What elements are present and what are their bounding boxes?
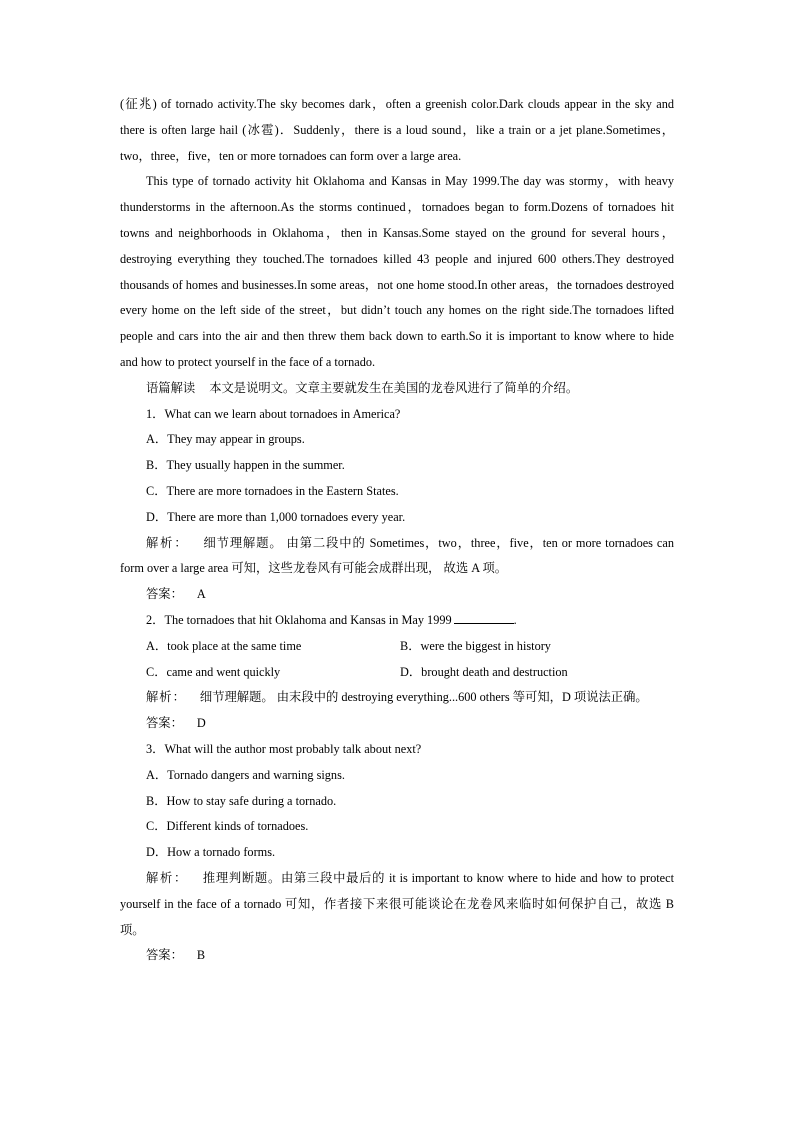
answer-label: 答案： <box>146 948 183 963</box>
question-1 <box>120 402 674 608</box>
question-3-option-c: C．Different kinds of tornadoes. <box>146 819 309 834</box>
question-1-analysis <box>120 531 674 583</box>
question-3-option-a: A．Tornado dangers and warning signs. <box>146 767 345 782</box>
reading-summary <box>120 376 674 402</box>
question-2-option-b: B．were the biggest in history <box>400 638 551 653</box>
answer-value: D <box>196 716 206 731</box>
passage-paragraph-1: (征兆) of tornado activity.The sky becomes dark，often a greenish color.Dark clouds appear in the sky and there is often large hail (冰雹)．Suddenly，there is a loud sound，like a train or a jet plane.Sometimes，two，three，five，ten or more tornadoes can form over a large area. <box>120 97 674 163</box>
reading-summary-text: 本文是说明文。文章主要就发生在美国的龙卷风进行了简单的介绍。 <box>209 380 579 395</box>
analysis-text: 细节理解题。 由第二段中的 Sometimes，two，three，five，ten or more tornadoes can form over a large area 可知，这些龙卷风有可能会成群出现， 故选 A 项。 <box>120 535 674 576</box>
question-2-options-row-1 <box>120 634 674 660</box>
question-1-stem: 1．What can we learn about tornadoes in America? <box>146 406 401 421</box>
analysis-text: 细节理解题。 由末段中的 destroying everything...600 others 等可知，D 项说法正确。 <box>199 690 648 705</box>
document-body <box>120 92 674 969</box>
analysis-label: 解析： <box>146 690 186 705</box>
question-2-analysis <box>120 685 674 711</box>
question-3-option-d: D．How a tornado forms. <box>146 845 276 860</box>
question-1-option-c: C．There are more tornadoes in the Eastern States. <box>146 483 399 498</box>
question-2-stem <box>120 608 674 634</box>
question-2-stem-text: 2．The tornadoes that hit Oklahoma and Kansas in May 1999 <box>146 612 452 627</box>
question-3-stem: 3．What will the author most probably talk about next? <box>146 741 422 756</box>
answer-value: A <box>196 587 206 602</box>
question-2-option-a: A．took place at the same time <box>146 638 302 653</box>
question-2-options-row-2 <box>120 660 674 686</box>
question-2-stem-end: . <box>513 612 517 627</box>
answer-label: 答案： <box>146 716 183 731</box>
question-1-option-d: D．There are more than 1,000 tornadoes every year. <box>146 509 406 524</box>
passage-paragraph-2: This type of tornado activity hit Oklahoma and Kansas in May 1999.The day was stormy，with heavy thunderstorms in the afternoon.As the storms continued，tornadoes began to form.Dozens of tornadoes hit towns and neighborhoods in Oklahoma，then in Kansas.Some stayed on the ground for several hours，destroying everything they touched.The tornadoes killed 43 people and injured 600 others.They destroyed thousands of homes and businesses.In some areas，not one home stood.In other areas，the tornadoes destroyed every home on the left side of the street，but didn’t touch any homes on the right side.The tornadoes lifted people and cars into the air and then threw them back down to earth.So it is important to know where to hide and how to protect yourself in the face of a tornado. <box>120 174 674 369</box>
question-1-option-b: B．They usually happen in the summer. <box>146 458 345 473</box>
question-3-analysis <box>120 866 674 943</box>
reading-summary-label: 语篇解读 <box>146 380 196 395</box>
question-3-option-b: B．How to stay safe during a tornado. <box>146 793 337 808</box>
question-2-answer <box>120 711 674 737</box>
answer-blank <box>454 611 514 624</box>
question-3 <box>120 737 674 969</box>
answer-value: B <box>196 948 206 963</box>
answer-label: 答案： <box>146 587 183 602</box>
analysis-text: 推理判断题。由第三段中最后的 it is important to know where to hide and how to protect yourself in the face of a tornado 可知，作者接下来很可能谈论在龙卷风来临时如何保护自己，故选 B 项。 <box>120 870 674 937</box>
analysis-label: 解析： <box>146 535 189 550</box>
question-3-answer <box>120 943 674 969</box>
question-1-option-a: A．They may appear in groups. <box>146 432 305 447</box>
question-2 <box>120 608 674 737</box>
analysis-label: 解析： <box>146 870 189 885</box>
question-1-answer <box>120 582 674 608</box>
question-2-option-d: D．brought death and destruction <box>400 664 568 679</box>
question-2-option-c: C．came and went quickly <box>146 664 281 679</box>
